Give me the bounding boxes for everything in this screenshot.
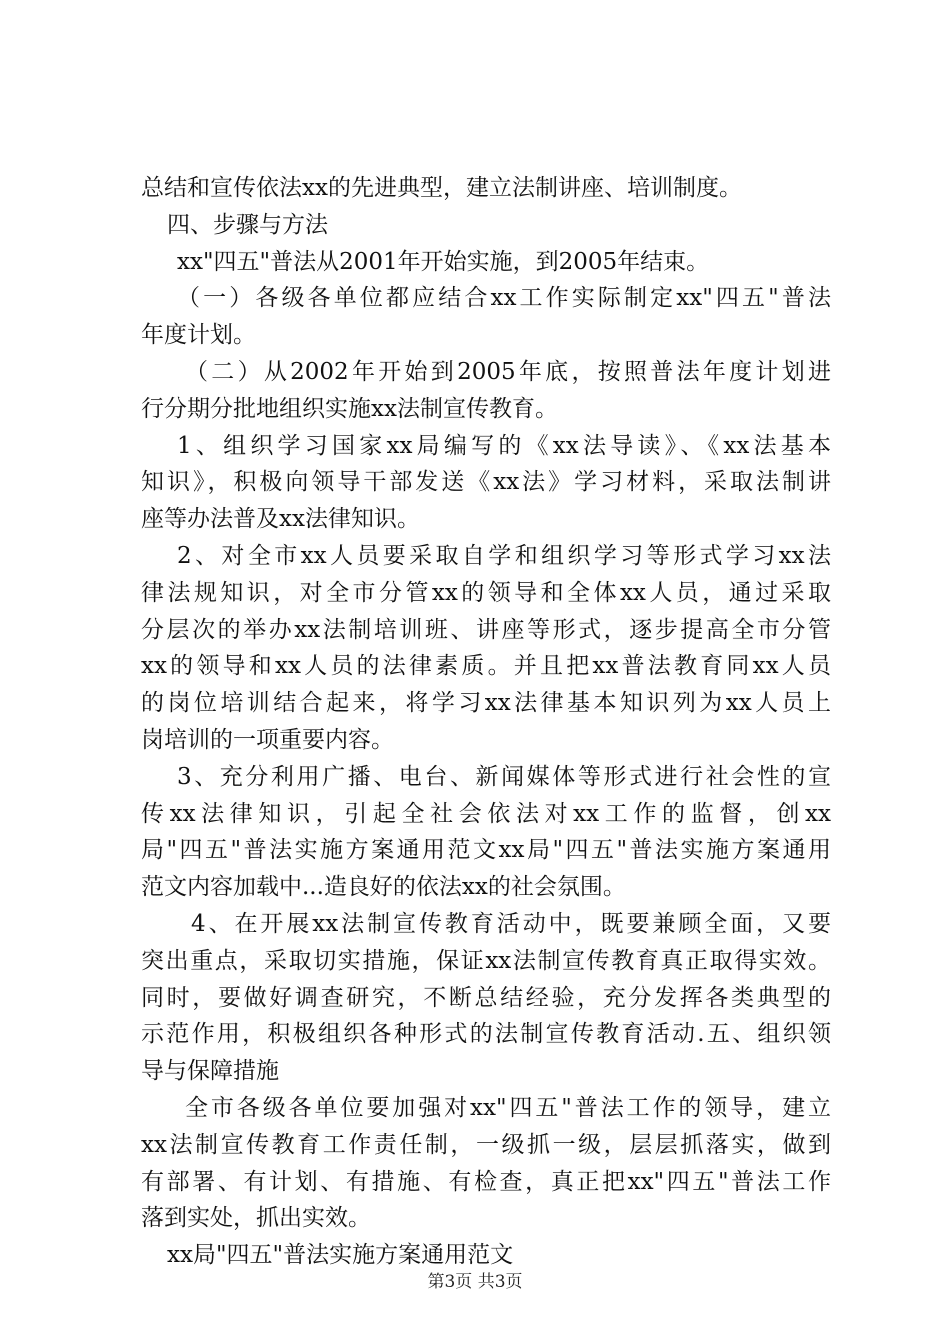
text-line: 突出重点，采取切实措施，保证xx法制宣传教育真正取得实效。	[141, 947, 831, 974]
section-heading: 四、步骤与方法	[167, 211, 328, 238]
text-line: 有部署、有计划、有措施、有检查，真正把xx"四五"普法工作	[141, 1168, 831, 1195]
document-title-line: xx局"四五"普法实施方案通用范文	[167, 1242, 514, 1269]
text-line: 4、在开展xx法制宣传教育活动中，既要兼顾全面，又要	[191, 910, 831, 937]
text-line: 律法规知识，对全市分管xx的领导和全体xx人员，通过采取	[141, 579, 831, 606]
text-line: 传xx法律知识，引起全社会依法对xx工作的监督，创xx	[141, 800, 831, 827]
text-line: 示范作用，积极组织各种形式的法制宣传教育活动.五、组织领	[141, 1021, 831, 1048]
text-line: 年度计划。	[141, 322, 256, 349]
text-line: 局"四五"普法实施方案通用范文xx局"四五"普法实施方案通用	[141, 837, 831, 864]
text-line: xx法制宣传教育工作责任制，一级抓一级，层层抓落实，做到	[141, 1131, 831, 1158]
text-line: 落到实处，抓出实效。	[141, 1205, 371, 1232]
text-line: 座等办法普及xx法律知识。	[141, 506, 420, 533]
text-line: 知识》，积极向领导干部发送《xx法》学习材料，采取法制讲	[141, 469, 831, 496]
text-line: xx"四五"普法从2001年开始实施，到2005年结束。	[177, 248, 710, 275]
text-line: （一）各级各单位都应结合xx工作实际制定xx"四五"普法	[177, 285, 831, 312]
text-line: （二）从2002年开始到2005年底，按照普法年度计划进	[185, 358, 831, 385]
text-line: 的岗位培训结合起来，将学习xx法律基本知识列为xx人员上	[141, 690, 831, 717]
text-line: 岗培训的一项重要内容。	[141, 726, 394, 753]
text-line: xx的领导和xx人员的法律素质。并且把xx普法教育同xx人员	[141, 653, 831, 680]
text-line: 2、对全市xx人员要采取自学和组织学习等形式学习xx法	[177, 542, 831, 569]
text-line: 范文内容加载中...造良好的依法xx的社会氛围。	[141, 874, 626, 901]
text-line: 导与保障措施	[141, 1058, 279, 1085]
text-line: 行分期分批地组织实施xx法制宣传教育。	[141, 395, 558, 422]
text-line: 全市各级各单位要加强对xx"四五"普法工作的领导，建立	[185, 1094, 831, 1121]
document-body	[141, 170, 831, 1274]
text-line: 分层次的举办xx法制培训班、讲座等形式，逐步提高全市分管	[141, 616, 831, 643]
text-line: 同时，要做好调查研究，不断总结经验，充分发挥各类典型的	[141, 984, 831, 1011]
page-number-footer: 第3页 共3页	[427, 1272, 523, 1292]
text-line: 总结和宣传依法xx的先进典型，建立法制讲座、培训制度。	[141, 175, 742, 201]
text-line: 3、充分利用广播、电台、新闻媒体等形式进行社会性的宣	[177, 763, 831, 790]
text-line: 1、组织学习国家xx局编写的《xx法导读》、《xx法基本	[177, 432, 831, 459]
